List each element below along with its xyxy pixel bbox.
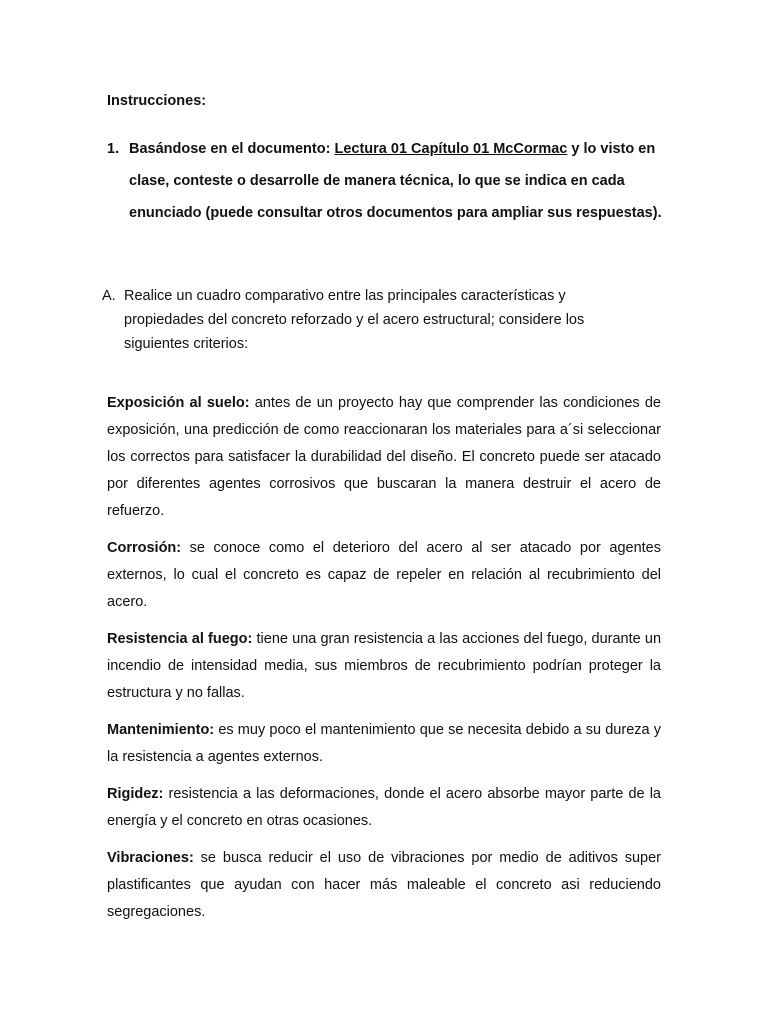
document-reference: Lectura 01 Capítulo 01 McCormac [334,141,568,157]
criterion-paragraph [107,626,661,707]
numbered-instruction-text [129,133,667,229]
criterion-paragraph [107,717,661,771]
item-number: 1. [107,141,120,157]
instruction-text-after: y lo visto en clase, conteste o desarrolle de manera técnica, lo que se indica en cada enunciado (puede consultar otros documentos para ampliar sus respuestas). [129,141,662,221]
item-letter: A. [102,288,116,304]
numbered-instruction [107,133,667,229]
criterion-term: Vibraciones: [107,850,194,866]
criterion-term: Exposición al suelo: [107,395,250,411]
criterion-term: Mantenimiento: [107,722,215,738]
criterion-text: tiene una gran resistencia a las acciones del fuego, durante un incendio de intensidad media, sus miembros de recubrimiento podrían proteger la estructura y no fallas. [107,631,662,701]
criterion-paragraph [107,390,661,525]
criterion-text: se busca reducir el uso de vibraciones por medio de aditivos super plastificantes que ayudan con hacer más maleable el concreto asi reduciendo segregaciones. [107,850,661,920]
criterion-text: resistencia a las deformaciones, donde el acero absorbe mayor parte de la energía y el concreto en otras ocasiones. [107,786,661,829]
criterion-term: Resistencia al fuego: [107,631,253,647]
criterion-term: Corrosión: [107,540,182,556]
criteria-list [107,390,661,926]
criterion-text: se conoce como el deterioro del acero al ser atacado por agentes externos, lo cual el concreto es capaz de repeler en relación al recubrimiento del acero. [107,540,661,610]
criterion-paragraph [107,535,661,616]
criterion-term: Rigidez: [107,786,164,802]
criterion-text: antes de un proyecto hay que comprender las condiciones de exposición, una predicción de como reaccionaran los materiales para a´si seleccionar los correctos para satisfacer la durabilidad del diseño. El concreto puede ser atacado por diferentes agentes corrosivos que buscaran la manera destruir el acero de refuerzo. [107,395,661,519]
lettered-instruction [102,284,602,356]
instructions-heading: Instrucciones: [107,93,207,109]
instruction-text-before: Basándose en el documento: [129,141,335,157]
criterion-paragraph [107,781,661,835]
criterion-text: es muy poco el mantenimiento que se necesita debido a su dureza y la resistencia a agentes externos. [107,722,661,765]
criterion-paragraph [107,845,661,926]
lettered-instruction-text: Realice un cuadro comparativo entre las principales características y propiedades del concreto reforzado y el acero estructural; considere los siguientes criterios: [124,288,585,352]
